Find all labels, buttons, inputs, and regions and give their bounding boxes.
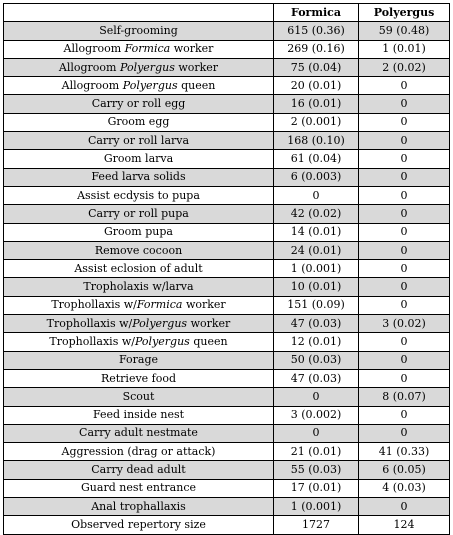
polyergus-value-cell: 0 [359, 132, 450, 150]
behavior-cell [4, 241, 274, 259]
formica-value-cell: 3 (0.002) [274, 406, 359, 424]
header-row [4, 4, 450, 22]
table-row [4, 296, 450, 314]
polyergus-value-cell: 0 [359, 113, 450, 131]
behavior-text: Trophollaxis w/ [51, 298, 137, 312]
behavior-cell [4, 223, 274, 241]
polyergus-value-cell: 0 [359, 260, 450, 278]
behavior-text: Feed inside nest [92, 408, 185, 422]
formica-value-cell: 168 (0.10) [274, 132, 359, 150]
behavior-text: Carry or roll larva [87, 133, 190, 147]
behavior-cell [4, 424, 274, 442]
behavior-text: Trophollaxis w/ [46, 316, 133, 330]
behavior-text: Assist eclosion of adult [74, 261, 203, 275]
behavior-text: worker [174, 60, 219, 74]
behavior-text: Retrieve food [100, 371, 177, 385]
behavior-text: worker [187, 316, 231, 330]
behavior-text: Carry dead adult [91, 463, 186, 477]
table-row [4, 150, 450, 168]
formica-value-cell: 0 [274, 424, 359, 442]
behavior-italic-text: Polyergus [132, 316, 188, 330]
polyergus-value-cell: 0 [359, 296, 450, 314]
table-row [4, 40, 450, 58]
behavior-cell [4, 278, 274, 296]
behavior-text: Anal trophallaxis [91, 499, 186, 513]
polyergus-value-cell: 0 [359, 95, 450, 113]
formica-value-cell: 1727 [274, 516, 359, 534]
header-polyergus: Polyergus [359, 4, 450, 22]
behavior-text: Trophollaxis w/ [49, 334, 135, 348]
behavior-cell [4, 260, 274, 278]
table-row [4, 333, 450, 351]
behavior-text: Feed larva solids [91, 170, 186, 184]
behavior-cell [4, 113, 274, 131]
polyergus-value-cell: 0 [359, 278, 450, 296]
table-row [4, 278, 450, 296]
behavior-text: Aggression (drag or attack) [61, 444, 216, 458]
polyergus-value-cell: 0 [359, 168, 450, 186]
behavior-cell [4, 205, 274, 223]
polyergus-value-cell: 0 [359, 369, 450, 387]
table-row [4, 369, 450, 387]
formica-value-cell: 14 (0.01) [274, 223, 359, 241]
formica-value-cell: 61 (0.04) [274, 150, 359, 168]
table-row [4, 205, 450, 223]
polyergus-value-cell: 3 (0.02) [359, 315, 450, 333]
behavior-text: queen [177, 78, 216, 92]
behavior-text: Groom larva [103, 152, 174, 166]
behavior-text: worker [182, 298, 226, 312]
polyergus-value-cell: 0 [359, 406, 450, 424]
formica-value-cell: 42 (0.02) [274, 205, 359, 223]
table-row [4, 22, 450, 40]
polyergus-value-cell: 59 (0.48) [359, 22, 450, 40]
polyergus-value-cell: 124 [359, 516, 450, 534]
behavior-cell [4, 132, 274, 150]
table-header [4, 4, 450, 22]
behavior-text: Carry or roll egg [91, 97, 186, 111]
formica-value-cell: 75 (0.04) [274, 58, 359, 76]
behavior-cell [4, 443, 274, 461]
formica-value-cell: 0 [274, 388, 359, 406]
behavior-cell [4, 369, 274, 387]
polyergus-value-cell: 0 [359, 186, 450, 204]
behavior-italic-text: Polyergus [134, 334, 190, 348]
formica-value-cell: 20 (0.01) [274, 77, 359, 95]
table-row [4, 186, 450, 204]
formica-value-cell: 21 (0.01) [274, 443, 359, 461]
header-behavior [4, 4, 274, 22]
table-row [4, 315, 450, 333]
formica-value-cell: 269 (0.16) [274, 40, 359, 58]
behavior-text: Remove cocoon [94, 243, 183, 257]
polyergus-value-cell: 6 (0.05) [359, 461, 450, 479]
table-row [4, 479, 450, 497]
table-row [4, 351, 450, 369]
behavior-text: worker [170, 42, 214, 56]
polyergus-value-cell: 0 [359, 424, 450, 442]
polyergus-value-cell: 8 (0.07) [359, 388, 450, 406]
table-row [4, 461, 450, 479]
table-row [4, 516, 450, 534]
formica-value-cell: 10 (0.01) [274, 278, 359, 296]
formica-value-cell: 17 (0.01) [274, 479, 359, 497]
behavior-cell [4, 186, 274, 204]
formica-value-cell: 1 (0.001) [274, 260, 359, 278]
behavior-cell [4, 22, 274, 40]
behavior-text: Allogroom [63, 42, 125, 56]
formica-value-cell: 615 (0.36) [274, 22, 359, 40]
behavior-text: Tropholaxis w/larva [83, 280, 194, 294]
table-row [4, 260, 450, 278]
formica-value-cell: 47 (0.03) [274, 369, 359, 387]
polyergus-value-cell: 0 [359, 498, 450, 516]
behavior-cell [4, 479, 274, 497]
behavior-text: Self-grooming [99, 23, 178, 37]
behavior-cell [4, 388, 274, 406]
formica-value-cell: 0 [274, 186, 359, 204]
formica-value-cell: 12 (0.01) [274, 333, 359, 351]
behavior-italic-text: Formica [124, 42, 171, 56]
behavior-text: Scout [122, 389, 155, 403]
behavior-cell [4, 461, 274, 479]
table-body [4, 22, 450, 534]
polyergus-value-cell: 41 (0.33) [359, 443, 450, 461]
behavior-italic-text: Formica [136, 298, 183, 312]
table-row [4, 113, 450, 131]
behavior-italic-text: Polyergus [119, 60, 175, 74]
table-row [4, 223, 450, 241]
behavior-text: Groom pupa [104, 225, 173, 239]
behavior-cell [4, 315, 274, 333]
behavior-text: Carry or roll pupa [88, 206, 189, 220]
behavior-cell [4, 150, 274, 168]
table-row [4, 498, 450, 516]
behavior-text: Assist ecdysis to pupa [77, 188, 200, 202]
polyergus-value-cell: 0 [359, 241, 450, 259]
polyergus-value-cell: 2 (0.02) [359, 58, 450, 76]
formica-value-cell: 55 (0.03) [274, 461, 359, 479]
behavior-cell [4, 516, 274, 534]
formica-value-cell: 2 (0.001) [274, 113, 359, 131]
behavior-table [3, 3, 450, 535]
table-row [4, 77, 450, 95]
behavior-text: Allogroom [58, 60, 120, 74]
formica-value-cell: 151 (0.09) [274, 296, 359, 314]
behavior-text: Guard nest entrance [81, 481, 196, 495]
behavior-cell [4, 40, 274, 58]
table-row [4, 132, 450, 150]
formica-value-cell: 47 (0.03) [274, 315, 359, 333]
table-row [4, 388, 450, 406]
formica-value-cell: 16 (0.01) [274, 95, 359, 113]
polyergus-value-cell: 4 (0.03) [359, 479, 450, 497]
polyergus-value-cell: 1 (0.01) [359, 40, 450, 58]
behavior-text: Observed repertory size [71, 517, 206, 531]
behavior-cell [4, 168, 274, 186]
behavior-text: Forage [118, 353, 159, 367]
polyergus-value-cell: 0 [359, 333, 450, 351]
formica-value-cell: 1 (0.001) [274, 498, 359, 516]
behavior-cell [4, 333, 274, 351]
behavior-cell [4, 351, 274, 369]
polyergus-value-cell: 0 [359, 223, 450, 241]
behavior-italic-text: Polyergus [122, 78, 178, 92]
behavior-cell [4, 406, 274, 424]
polyergus-value-cell: 0 [359, 150, 450, 168]
header-formica: Formica [274, 4, 359, 22]
table-row [4, 241, 450, 259]
table-row [4, 95, 450, 113]
formica-value-cell: 50 (0.03) [274, 351, 359, 369]
table-row [4, 406, 450, 424]
table-row [4, 424, 450, 442]
behavior-table-container [3, 3, 449, 535]
behavior-cell [4, 77, 274, 95]
polyergus-value-cell: 0 [359, 77, 450, 95]
behavior-cell [4, 95, 274, 113]
behavior-text: queen [189, 334, 228, 348]
table-row [4, 58, 450, 76]
behavior-text: Allogroom [61, 78, 123, 92]
polyergus-value-cell: 0 [359, 205, 450, 223]
formica-value-cell: 6 (0.003) [274, 168, 359, 186]
behavior-cell [4, 58, 274, 76]
table-row [4, 168, 450, 186]
formica-value-cell: 24 (0.01) [274, 241, 359, 259]
polyergus-value-cell: 0 [359, 351, 450, 369]
behavior-text: Groom egg [107, 115, 170, 129]
behavior-text: Carry adult nestmate [79, 426, 198, 440]
table-row [4, 443, 450, 461]
behavior-cell [4, 296, 274, 314]
behavior-cell [4, 498, 274, 516]
